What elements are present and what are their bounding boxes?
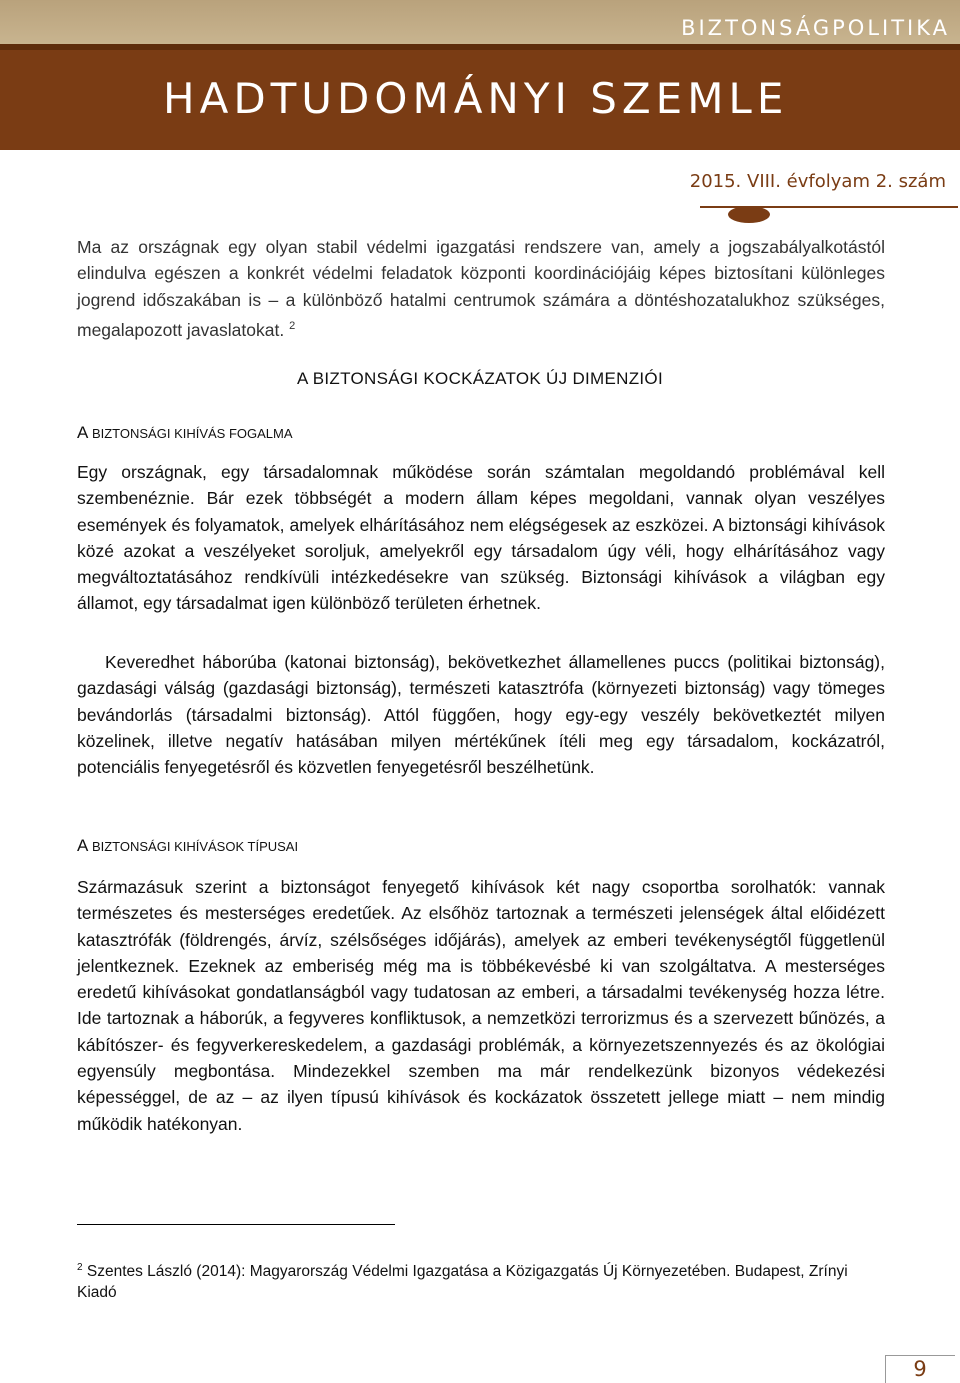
subheading-security-challenge-types: [77, 836, 298, 856]
page-number: 9: [913, 1357, 927, 1381]
footnote-separator: [77, 1224, 395, 1225]
paragraph-3: Származásuk szerint a biztonságot fenyegető kihívások két nagy csoportba sorolhatók: vannak természetes és mesterséges eredetűek. Az elsőhöz tartoznak a természeti jelenségek által előidézett katasztrófák (földrengés, árvíz, szélsőséges időjárás), amelyek az emberi tevékenységtől függetlenül jelentkeznek. Ezeknek az emberiség még ma is többékevésbé ki van szolgáltatva. A mesterséges eredetű kihívásokat gondatlanságból vagy tudatosan az emberi, a társadalmi tevékenység hozza létre. Ide tartoznak a háborúk, a fegyveres konfliktusok, a nemzetközi terrorizmus és a szervezett bűnözés, a kábítószer- és fegyverkereskedelem, a gazdasági problémák, a környezetszennyezés és az ökológiai egyensúly megbontása. Mindezekkel szemben ma már rendelkezünk bizonyos védekezési képességgel, de az – az ilyen típusú kihívások és kockázatok összetett jellege miatt – nem mindig működik hatékonyan.: [77, 877, 885, 1134]
section-label: BIZTONSÁGPOLITIKA: [681, 16, 950, 40]
subheading-initial: A: [77, 423, 89, 442]
subheading-initial: A: [77, 836, 89, 855]
footnote: [77, 1257, 877, 1303]
subheading-rest: BIZTONSÁGI KIHÍVÁS FOGALMA: [88, 426, 293, 441]
journal-title: HADTUDOMÁNYI SZEMLE: [163, 74, 789, 123]
subheading-rest: BIZTONSÁGI KIHÍVÁSOK TÍPUSAI: [88, 839, 299, 854]
paragraph-intro-text: Ma az országnak egy olyan stabil védelmi igazgatási rendszere van, amely a jogszabályalkotástól elindulva egészen a konkrét védelmi feladatok központi koordinációjáig képes biztosítani különleges jogrend időszakában is – a különböző hatalmi centrumok számára a döntéshozatalukhoz szükséges, megalapozott javaslatokat.: [77, 237, 885, 340]
decorative-oval-icon: [728, 206, 770, 223]
footnote-reference: 2: [289, 319, 296, 332]
subheading-security-challenge-concept: [77, 423, 293, 443]
paragraph-1: Egy országnak, egy társadalomnak működése során számtalan megoldandó problémával kell szembenéznie. Bár ezek többségét a modern állam képes megoldani, vannak olyan veszélyes események és folyamatok, amelyek elhárításához nem elégségesek az eszközei. A biztonsági kihívások közé azokat a veszélyeket soroljuk, amelyekről egy társadalom úgy véli, hogy elhárításához vagy megváltoztatásához rendkívüli intézkedésekre van szükség. Biztonsági kihívások a világban egy államot, egy társadalmat igen különböző területen érhetnek.: [77, 462, 885, 614]
section-heading-main: A BIZTONSÁGI KOCKÁZATOK ÚJ DIMENZIÓI: [297, 369, 663, 388]
paragraph-intro: [77, 234, 885, 343]
footnote-text: Szentes László (2014): Magyarország Védelmi Igazgatása a Közigazgatás Új Környezetében. Budapest, Zrínyi Kiadó: [77, 1263, 848, 1302]
issue-label: 2015. VIII. évfolyam 2. szám: [689, 171, 946, 192]
footnote-number: 2: [77, 1262, 83, 1273]
paragraph-2: Keveredhet háborúba (katonai biztonság), bekövetkezhet államellenes puccs (politikai biztonság), gazdasági válság (gazdasági biztonság), természeti katasztrófa (környezeti biztonság) vagy tömeges bevándorlás (társadalmi biztonság). Attól függően, hogy egy-egy veszély bekövetkeztét milyen közelinek, illetve negatív hatásában milyen mértékűnek ítéli meg egy társadalom, kockázatról, potenciális fenyegetésről és közvetlen fenyegetésről beszélhetünk.: [77, 652, 885, 778]
